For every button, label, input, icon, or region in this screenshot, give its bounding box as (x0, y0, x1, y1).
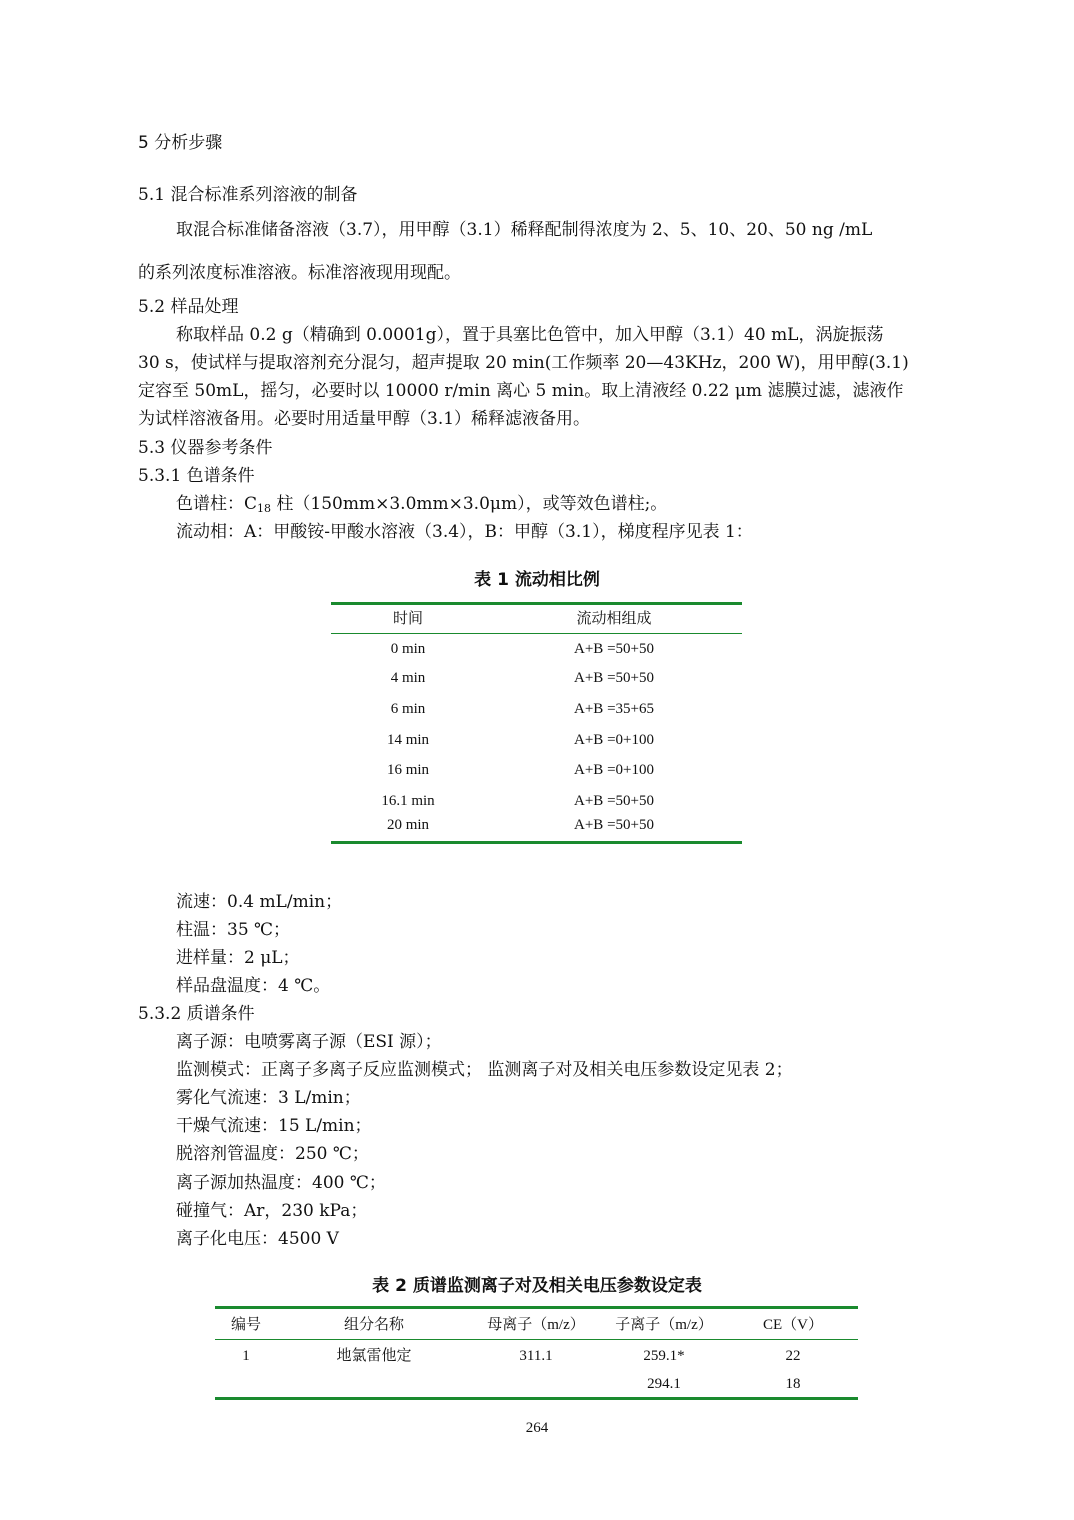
collision-gas-line: 碰撞气：Ar，230 kPa； (176, 1201, 368, 1221)
column-subscript: 18 (257, 502, 272, 515)
table2-header-name: 组分名称 (343, 1317, 405, 1333)
table2-header-product: 子离子（m/z） (615, 1317, 713, 1333)
column-line (176, 494, 667, 519)
table1-header-rule (331, 633, 742, 634)
table1-cell: 6 min (390, 701, 426, 717)
paragraph-5-2-line-1: 称取样品 0.2 g（精确到 0.0001g），置于具塞比色管中，加入甲醇（3.1）40 mL，涡旋振荡 (176, 325, 884, 345)
column-temp-line: 柱温：35 ℃； (176, 920, 291, 940)
table2-cell: 22 (785, 1348, 801, 1364)
table2-header-ce: CE（V） (762, 1317, 824, 1333)
table1-cell: A+B =50+50 (574, 817, 654, 833)
column-suffix: 柱（150mm×3.0mm×3.0μm），或等效色谱柱;。 (271, 494, 668, 514)
ion-source-line: 离子源：电喷雾离子源（ESI 源）； (176, 1032, 442, 1052)
table1-header-composition: 流动相组成 (576, 611, 652, 627)
heater-temp-line: 离子源加热温度：400 ℃； (176, 1173, 386, 1193)
table1-cell: 20 min (386, 817, 430, 833)
paragraph-5-1-line-2: 的系列浓度标准溶液。标准溶液现用现配。 (138, 263, 461, 283)
table1-cell: A+B =50+50 (574, 670, 654, 686)
table1-cell: 16 min (386, 762, 430, 778)
paragraph-5-1-line-1: 取混合标准储备溶液（3.7），用甲醇（3.1）稀释配制得浓度为 2、5、10、20、50 ng /mL (176, 220, 873, 240)
desolvation-line: 脱溶剂管温度：250 ℃； (176, 1144, 369, 1164)
table2-header-id: 编号 (230, 1317, 262, 1333)
table1-cell: A+B =0+100 (574, 732, 654, 748)
subsection-5-3-2-title: 5.3.2 质谱条件 (138, 1004, 255, 1024)
page-number: 264 (525, 1420, 549, 1436)
subsection-5-1-title: 5.1 混合标准系列溶液的制备 (138, 185, 358, 205)
table2-header-precursor: 母离子（m/z） (487, 1317, 585, 1333)
table1-header-time: 时间 (392, 611, 424, 627)
table1-cell: 14 min (386, 732, 430, 748)
section-heading: 5 分析步骤 (138, 133, 223, 153)
table2-bottom-rule (215, 1397, 858, 1400)
table2-caption: 表 2 质谱监测离子对及相关电压参数设定表 (372, 1276, 702, 1296)
table2-cell: 1 (242, 1348, 250, 1364)
paragraph-5-2-line-3: 定容至 50mL，摇匀，必要时以 10000 r/min 离心 5 min。取上清液经 0.22 μm 滤膜过滤，滤液作 (138, 381, 904, 401)
table2-cell: 259.1* (643, 1348, 685, 1364)
subsection-5-3-1-title: 5.3.1 色谱条件 (138, 466, 255, 486)
drying-gas-line: 干燥气流速：15 L/min； (176, 1116, 372, 1136)
table2-cell: 294.1 (647, 1376, 681, 1392)
table2-header-rule (215, 1339, 858, 1340)
mobile-phase-line: 流动相：A：甲酸铵-甲酸水溶液（3.4），B：甲醇（3.1），梯度程序见表 1： (176, 522, 753, 542)
table1-cell: A+B =0+100 (574, 762, 654, 778)
subsection-5-2-title: 5.2 样品处理 (138, 297, 239, 317)
tray-temp-line: 样品盘温度：4 ℃。 (176, 976, 331, 996)
ionization-voltage-line: 离子化电压：4500 V (176, 1229, 339, 1249)
table1-cell: A+B =50+50 (574, 641, 654, 657)
table2-cell: 311.1 (519, 1348, 553, 1364)
table1-cell: A+B =50+50 (574, 793, 654, 809)
table2-top-rule (215, 1306, 858, 1309)
injection-volume-line: 进样量：2 μL； (176, 948, 300, 968)
paragraph-5-2-line-4: 为试样溶液备用。必要时用适量甲醇（3.1）稀释滤液备用。 (138, 409, 591, 429)
monitor-mode-line: 监测模式：正离子多离子反应监测模式； 监测离子对及相关电压参数设定见表 2； (176, 1060, 793, 1080)
table2-cell: 18 (785, 1376, 801, 1392)
table1-cell: 0 min (390, 641, 426, 657)
subsection-5-3-title: 5.3 仪器参考条件 (138, 438, 273, 458)
table1-top-rule (331, 602, 742, 605)
table1-cell: 16.1 min (381, 793, 435, 809)
table1-bottom-rule (331, 841, 742, 844)
table1-cell: 4 min (390, 670, 426, 686)
paragraph-5-2-line-2: 30 s，使试样与提取溶剂充分混匀，超声提取 20 min(工作频率 20—43KHz，200 W)，用甲醇(3.1) (138, 353, 909, 373)
table1-cell: A+B =35+65 (574, 701, 654, 717)
table1-caption: 表 1 流动相比例 (474, 570, 600, 590)
column-prefix: 色谱柱：C (176, 494, 258, 514)
nebulizer-line: 雾化气流速：3 L/min； (176, 1088, 361, 1108)
flow-rate-line: 流速：0.4 mL/min； (176, 892, 343, 912)
table2-cell: 地氯雷他定 (336, 1348, 412, 1364)
